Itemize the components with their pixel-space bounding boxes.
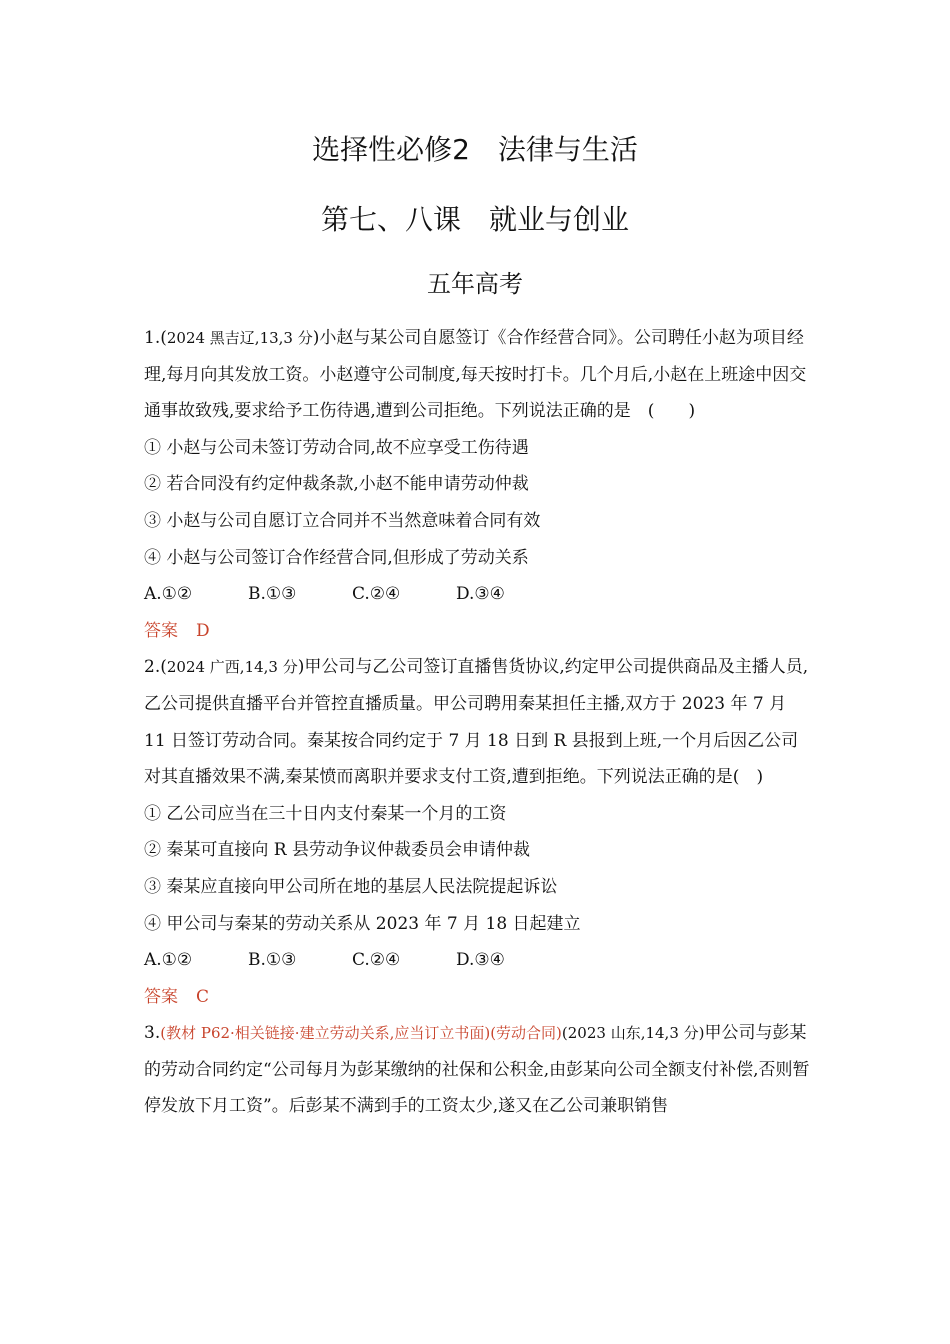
question-1-stem: 1.(2024 黑吉辽,13,3 分)小赵与某公司自愿签订《合作经营合同》。公司聘任小赵为项目经理,每月向其发放工资。小赵遵守公司制度,每天按时打卡。几个月后,小赵在上班途中因交通事故致残,要求给予工伤待遇,遭到公司拒绝。下列说法正确的是 ( ) bbox=[144, 328, 807, 422]
option-d: D.③④ bbox=[456, 584, 505, 605]
option-b: B.①③ bbox=[248, 584, 297, 605]
question-2-source: 2024 广西,14,3 分 bbox=[166, 658, 298, 677]
main-title: 选择性必修2 法律与生活 bbox=[312, 133, 638, 166]
option-a: A.①② bbox=[144, 584, 193, 605]
question-1-statement-2: ② 若合同没有约定仲裁条款,小赵不能申请劳动仲裁 bbox=[144, 474, 529, 495]
question-1-answer: 答案 D bbox=[144, 620, 210, 641]
option-b: B.①③ bbox=[248, 950, 297, 971]
question-3-textbook-note: (教材 P62·相关链接·建立劳动关系,应当订立书面)(劳动合同) bbox=[160, 1024, 562, 1043]
question-2-answer: 答案 C bbox=[144, 986, 210, 1007]
question-2-statement-3: ③ 秦某应直接向甲公司所在地的基层人民法院提起诉讼 bbox=[144, 876, 558, 897]
option-a: A.①② bbox=[144, 950, 193, 971]
question-2-statement-1: ① 乙公司应当在三十日内支付秦某一个月的工资 bbox=[144, 803, 507, 824]
question-1-statement-1: ① 小赵与公司未签订劳动合同,故不应享受工伤待遇 bbox=[144, 437, 529, 458]
question-2-statement-4: ④ 甲公司与秦某的劳动关系从 2023 年 7 月 18 日起建立 bbox=[144, 913, 581, 934]
question-list bbox=[144, 320, 812, 1125]
section-title: 五年高考 bbox=[427, 270, 523, 298]
question-1-source: 2024 黑吉辽,13,3 分 bbox=[166, 329, 313, 347]
question-1-statement-4: ④ 小赵与公司签订合作经营合同,但形成了劳动关系 bbox=[144, 547, 529, 568]
question-2-stem: 2.(2024 广西,14,3 分)甲公司与乙公司签订直播售货协议,约定甲公司提供商品及主播人员,乙公司提供直播平台并管控直播质量。甲公司聘用秦某担任主播,双方于 2023 年 7 月 11 日签订劳动合同。秦某按合同约定于 7 月 18 日到 R 县报到上班,一个月后因乙公司对其直播效果不满,秦某愤而离职并要求支付工资,遭到拒绝。下列说法正确的是( ) bbox=[144, 657, 809, 788]
question-2-statement-2: ② 秦某可直接向 R 县劳动争议仲裁委员会申请仲裁 bbox=[144, 840, 531, 861]
question-3-source: (2023 山东,14,3 分) bbox=[561, 1024, 705, 1043]
question-1-statement-3: ③ 小赵与公司自愿订立合同并不当然意味着合同有效 bbox=[144, 510, 541, 531]
option-c: C.②④ bbox=[352, 584, 401, 605]
question-2-options bbox=[144, 942, 812, 979]
lesson-title: 第七、八课 就业与创业 bbox=[320, 203, 629, 236]
question-1-options bbox=[144, 576, 812, 613]
question-3-stem: 3.(教材 P62·相关链接·建立劳动关系,应当订立书面)(劳动合同)(2023 山东,14,3 分)甲公司与彭某的劳动合同约定“公司每月为彭某缴纳的社保和公积金,由彭某向公司全额支付补偿,否则暂停发放下月工资”。后彭某不满到手的工资太少,遂又在乙公司兼职销售 bbox=[144, 1023, 810, 1117]
option-d: D.③④ bbox=[456, 950, 505, 971]
option-c: C.②④ bbox=[352, 950, 401, 971]
